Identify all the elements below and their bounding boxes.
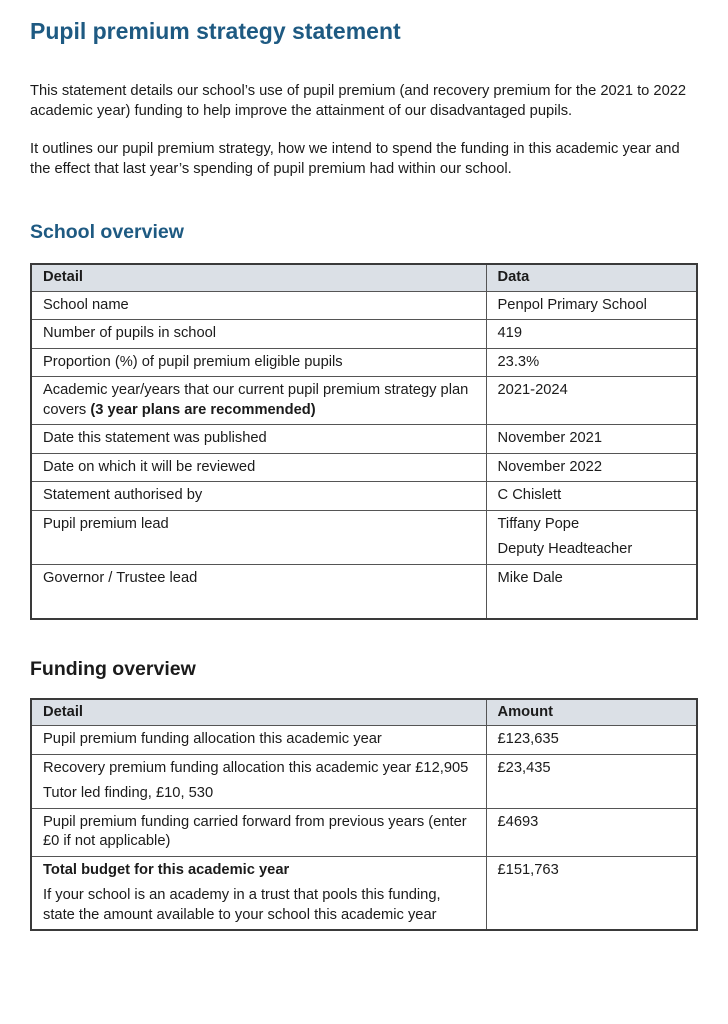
intro-text (30, 82, 697, 179)
intro-paragraph: It outlines our pupil premium strategy, how we intend to spend the funding in this academic year and the effect that last year’s spending of pupil premium had within our school. (30, 141, 680, 177)
value-cell: Tiffany Pope Deputy Headteacher (486, 510, 697, 564)
bottom-margin (30, 931, 697, 945)
detail-cell: School name (31, 291, 486, 320)
table-header-row (31, 699, 697, 726)
detail-cell: Date this statement was published (31, 425, 486, 454)
detail-cell: Recovery premium funding allocation this academic year £12,905 Tutor led finding, £10, 530 (31, 754, 486, 808)
table-row (31, 320, 697, 349)
value-cell: £23,435 (486, 754, 697, 808)
value-cell: 419 (486, 320, 697, 349)
value-cell: November 2022 (486, 453, 697, 482)
detail-cell: Pupil premium lead (31, 510, 486, 564)
column-header-amount: Amount (486, 699, 697, 726)
table-row (31, 482, 697, 511)
table-header-row (31, 264, 697, 291)
value-cell: £4693 (486, 808, 697, 856)
column-header-detail: Detail (31, 699, 486, 726)
column-header-data: Data (486, 264, 697, 291)
value-cell: £151,763 (486, 856, 697, 930)
value-cell: 23.3% (486, 348, 697, 377)
detail-cell: Governor / Trustee lead (31, 564, 486, 619)
detail-cell: Number of pupils in school (31, 320, 486, 349)
table-row (31, 754, 697, 808)
funding-overview-table (30, 698, 698, 932)
section-heading-school-overview: School overview (30, 221, 184, 243)
section-heading-funding-overview: Funding overview (30, 657, 196, 680)
table-row (31, 291, 697, 320)
table-row (31, 808, 697, 856)
table-row (31, 453, 697, 482)
intro-paragraph: This statement details our school’s use of pupil premium (and recovery premium for the 2021 to 2022 academic year) funding to help improve the attainment of our disadvantaged pupils. (30, 83, 687, 119)
detail-cell: Total budget for this academic year If your school is an academy in a trust that pools this funding, state the amount available to your school this academic year (31, 856, 486, 930)
table-row (31, 510, 697, 564)
detail-cell: Pupil premium funding allocation this academic year (31, 726, 486, 755)
value-cell: C Chislett (486, 482, 697, 511)
table-row (31, 726, 697, 755)
value-cell: November 2021 (486, 425, 697, 454)
funding-overview-section (30, 658, 697, 932)
detail-cell: Proportion (%) of pupil premium eligible pupils (31, 348, 486, 377)
detail-cell: Academic year/years that our current pupil premium strategy plan covers (3 year plans are recommended) (31, 377, 486, 425)
column-header-detail: Detail (31, 264, 486, 291)
value-cell: Penpol Primary School (486, 291, 697, 320)
value-cell: Mike Dale (486, 564, 697, 619)
table-row (31, 564, 697, 619)
document-title: Pupil premium strategy statement (30, 18, 401, 44)
value-cell: 2021-2024 (486, 377, 697, 425)
school-overview-section (30, 221, 697, 620)
table-row (31, 425, 697, 454)
table-row (31, 856, 697, 930)
table-row (31, 377, 697, 425)
detail-cell: Date on which it will be reviewed (31, 453, 486, 482)
school-overview-table (30, 263, 698, 620)
detail-cell: Statement authorised by (31, 482, 486, 511)
detail-cell: Pupil premium funding carried forward from previous years (enter £0 if not applicable) (31, 808, 486, 856)
table-row (31, 348, 697, 377)
value-cell: £123,635 (486, 726, 697, 755)
